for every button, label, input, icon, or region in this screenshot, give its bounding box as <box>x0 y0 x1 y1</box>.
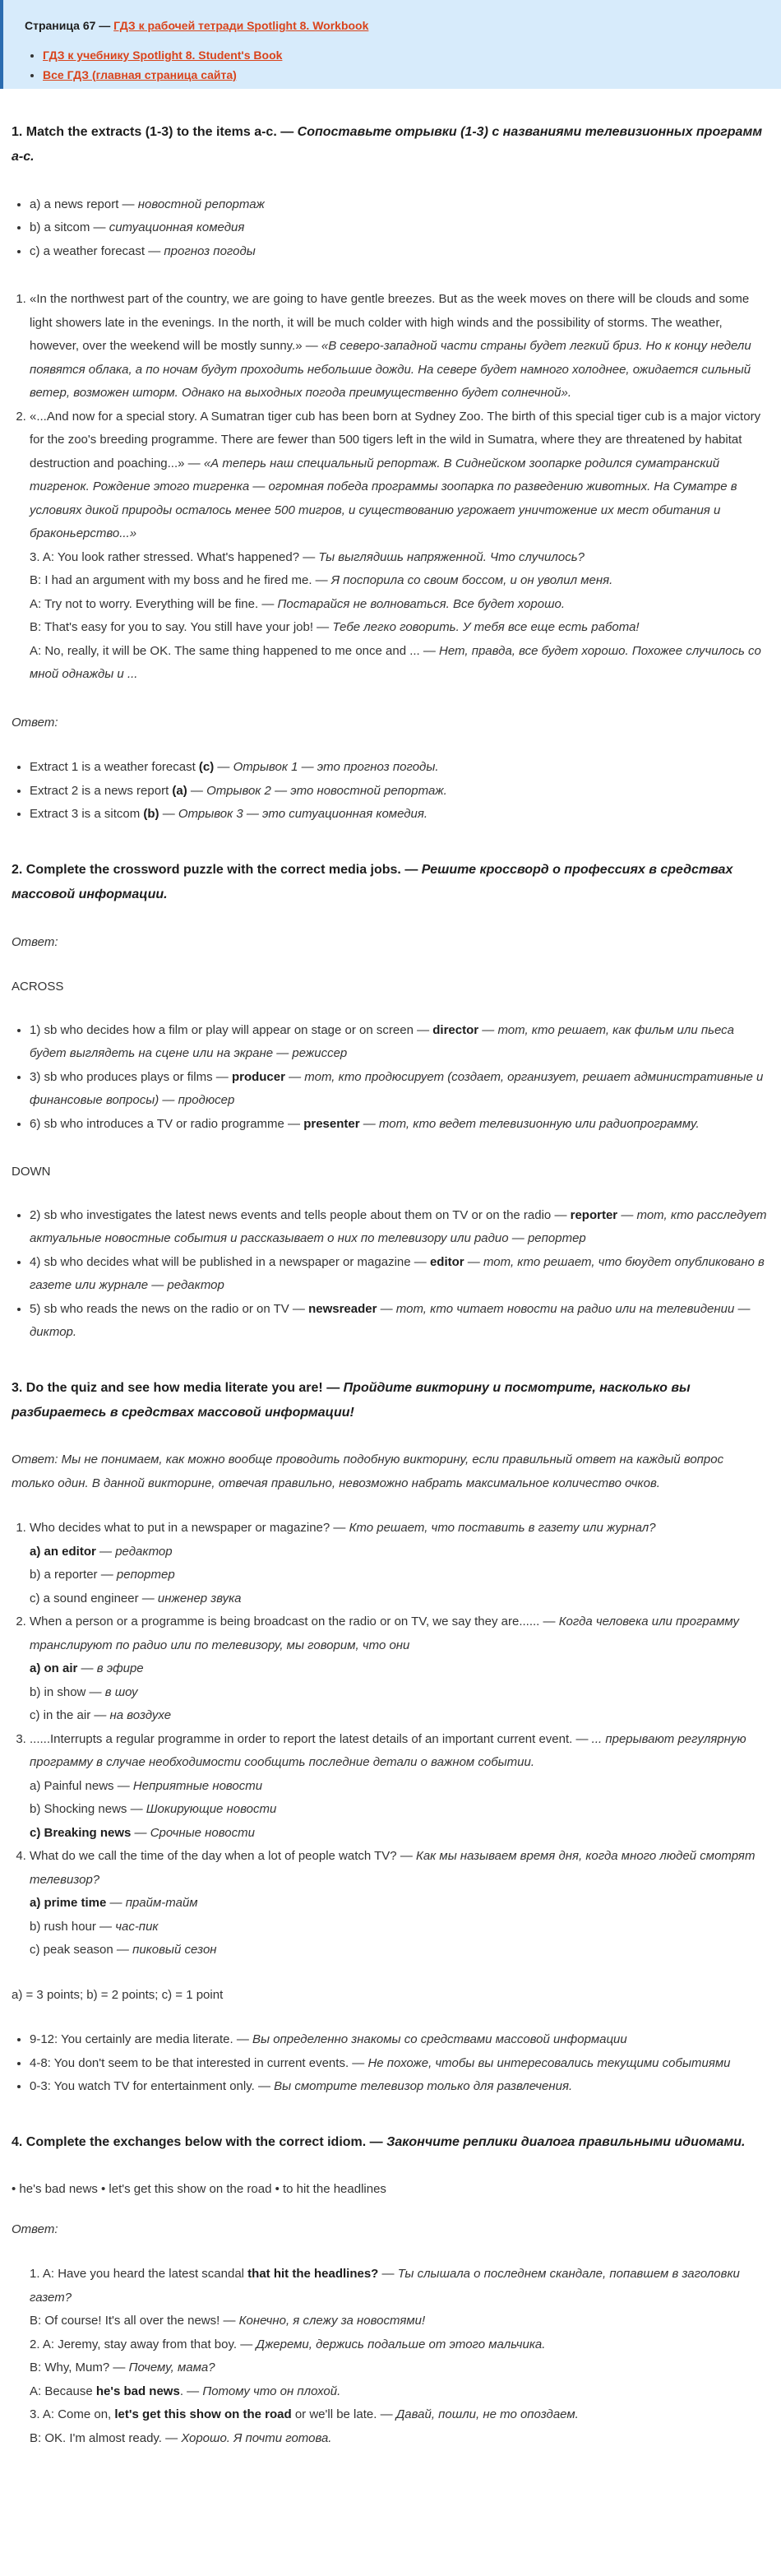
clue-ru: — тот, кто решает, как фильм или пьеса будет выглядеть на сцене или на экране — режиссер <box>30 1022 734 1061</box>
line-ru: Постарайся не волноваться. Все будет хорошо. <box>277 596 566 611</box>
ex1-answers <box>12 756 769 827</box>
line-en: 1. A: Have you heard the latest scandal <box>30 2267 248 2282</box>
question-en: What do we call the time of the day when a lot of people watch TV? — <box>30 1849 416 1864</box>
dialogue-line <box>30 616 769 640</box>
points-line: a) = 3 points; b) = 2 points; c) = 1 point <box>12 1987 224 2002</box>
option-ru: — пиковый сезон <box>113 1943 217 1957</box>
ex1-items <box>12 193 769 264</box>
quiz-option <box>30 1775 769 1799</box>
extract-en: «...And now for a special story. A Sumatran tiger cub has been born at Sydney Zoo. The birth of this special tiger cub is a major victory for the zoo's breeding programme. There are fewer than 500 tigers left in the wild in Sumatra, where they are threatened by habitat destruction and poaching...» — <box>30 409 761 470</box>
option-en: a) an editor <box>30 1544 96 1559</box>
ex4-dialogues <box>12 2263 769 2450</box>
option-en: a) Painful news <box>30 1778 114 1793</box>
clue-en: 2) sb who investigates the latest news events and tells people about them on TV or on the radio — <box>30 1207 571 1222</box>
clue-ru: — тот, кто решает, что бюудет опубликовано в газете или журнале — редактор <box>30 1254 765 1293</box>
quiz-question <box>30 1845 769 1962</box>
quiz-results <box>12 2028 769 2099</box>
option-en: c) peak season <box>30 1943 113 1957</box>
quiz-option <box>30 1798 769 1822</box>
question-en: When a person or a programme is being broadcast on the radio or on TV, we say they are...... — <box>30 1615 559 1629</box>
answer-key: (a) <box>172 783 187 798</box>
dialogue-line <box>30 2263 769 2310</box>
line-en: 3. A: Come on, <box>30 2407 115 2422</box>
question-ru: Как мы называем время дня, когда много людей смотрят телевизор? <box>30 1849 756 1887</box>
option-ru: — репортер <box>97 1568 175 1582</box>
question-ru: Кто решает, что поставить в газету или журнал? <box>349 1521 656 1536</box>
across-label: ACROSS <box>12 980 64 994</box>
extract-3 <box>12 546 769 687</box>
result-ru: Вы определенно знакомы со средствами массовой информации <box>252 2032 627 2047</box>
quiz-option <box>30 1657 769 1681</box>
clue-item <box>30 1204 769 1251</box>
option-ru: — в эфире <box>77 1661 144 1676</box>
option-ru: — Шокирующие новости <box>127 1802 277 1817</box>
answer-en: Extract 1 is a weather forecast <box>30 760 199 775</box>
result-ru: Вы смотрите телевизор только для развлечения. <box>274 2079 573 2094</box>
option-en: a) prime time <box>30 1896 107 1911</box>
line-post: — <box>378 2267 398 2282</box>
answer-item <box>30 756 769 780</box>
quiz-option <box>30 1822 769 1846</box>
ex3-title-en: 3. Do the quiz and see how media literate you are! — <box>12 1380 344 1395</box>
workbook-link[interactable]: ГДЗ к рабочей тетради Spotlight 8. Workbook <box>113 19 369 32</box>
dialogue-line <box>30 640 769 687</box>
answer-item <box>30 803 769 827</box>
list-item <box>30 216 769 240</box>
dialogue-line <box>30 569 769 593</box>
down-list <box>12 1204 769 1345</box>
line-en: B: Of course! It's all over the news! — <box>30 2314 239 2328</box>
quiz-option <box>30 1587 769 1611</box>
question-en: ......Interrupts a regular programme in order to report the latest details of an important current event. — <box>30 1731 592 1746</box>
ex4-title <box>12 2130 769 2155</box>
line-post: or we'll be late. — <box>291 2407 396 2422</box>
ex1-title-ru: Сопоставьте отрывки (1-3) с названиями телевизионных программ a-c. <box>12 125 763 164</box>
dialogue-line <box>30 2356 769 2380</box>
answer-ru: Отрывок 2 — это новостной репортаж. <box>206 783 447 798</box>
item-en: a) a news report — <box>30 197 138 211</box>
across-list <box>12 1019 769 1137</box>
clue-ru: — тот, кто продюсирует (создает, организует, решает административные и финансовые вопросы) — продюсер <box>30 1069 764 1108</box>
list-item <box>30 240 769 264</box>
clue-answer: reporter <box>570 1207 618 1222</box>
quiz-question <box>30 1728 769 1846</box>
answer-sep: — <box>159 807 178 822</box>
option-en: b) Shocking news <box>30 1802 127 1817</box>
header-link-item <box>43 66 763 86</box>
line-ru: Ты слышала о последнем скандале, попавшем в заголовки газет? <box>30 2267 740 2305</box>
option-ru: — прайм-тайм <box>106 1896 198 1911</box>
option-en: b) a reporter <box>30 1568 98 1582</box>
line-idiom: he's bad news <box>95 2384 180 2398</box>
line-en: A: Because <box>30 2384 96 2398</box>
extract-ru: «А теперь наш специальный репортаж. В Сиднейском зоопарке родился суматранский тигренок. Рождение этого тигренка — огромная победа программы зоопарка по разведению животных. На Суматре в условиях дикой природы осталось менее 500 тигров, и существованию угрожает уничтожение их мест обитания и браконьерство...» <box>30 456 737 541</box>
ex4-title-en: 4. Complete the exchanges below with the correct idiom. — <box>12 2134 387 2149</box>
line-ru: Почему, мама? <box>128 2361 215 2375</box>
line-en: A: Try not to worry. Everything will be fine. — <box>30 596 278 611</box>
ex3-answer-note: Ответ: Мы не понимаем, как можно вообще проводить подобную викторину, если правильный ответ на каждый вопрос только один. В данной викторине, отвечая правильно, невозможно набрать максимальное количество очков. <box>12 1452 724 1490</box>
extract-1 <box>30 288 769 405</box>
clue-ru: — тот, кто расследует актуальные новостные события и рассказывает о них по телевизору или радио — репортер <box>30 1207 767 1246</box>
line-en: B: That's easy for you to say. You still have your job! — <box>30 620 333 635</box>
clue-answer: presenter <box>303 1116 360 1131</box>
answer-sep: — <box>214 760 233 775</box>
clue-item <box>30 1019 769 1066</box>
line-en: A: No, really, it will be OK. The same thing happened to me once and ... — <box>30 643 440 658</box>
ex1-answer-label: Ответ: <box>12 715 58 730</box>
ex2-title-en: 2. Complete the crossword puzzle with the correct media jobs. — <box>12 862 422 877</box>
extract-en: «In the northwest part of the country, we are going to have gentle breezes. But as the week moves on there will be clouds and some light showers late in the evenings. In the north, it will be much colder with high winds and the possibility of storms. The weather, however, over the weekend will be mostly sunny.» — <box>30 292 750 354</box>
item-ru: прогноз погоды <box>164 243 256 258</box>
result-en: 9-12: You certainly are media literate. — <box>30 2032 252 2047</box>
clue-en: 3) sb who produces plays or films — <box>30 1069 232 1084</box>
dialogue-line <box>30 593 769 617</box>
all-gdz-link[interactable]: Все ГДЗ (главная страница сайта) <box>43 67 237 81</box>
option-ru: — в шоу <box>85 1684 138 1699</box>
line-ru: Потому что он плохой. <box>202 2384 341 2398</box>
question-ru: Когда человека или программу транслируют по радио или по телевизору, мы говорим, что они <box>30 1615 739 1652</box>
clue-en: 1) sb who decides how a film or play will appear on stage or on screen — <box>30 1022 433 1037</box>
clue-answer: producer <box>231 1069 285 1084</box>
quiz-question <box>30 1610 769 1728</box>
students-book-link[interactable]: ГДЗ к учебнику Spotlight 8. Student's Book <box>43 48 283 62</box>
dialogue-line <box>30 2403 769 2427</box>
quiz-questions <box>12 1517 769 1962</box>
header-link-item <box>43 46 763 66</box>
ex3-title-ru: Пройдите викторину и посмотрите, насколько вы разбираетесь в средствах массовой информации! <box>12 1380 691 1420</box>
quiz-option <box>30 1681 769 1705</box>
item-ru: новостной репортаж <box>137 197 265 211</box>
answer-ru: Отрывок 1 — это прогноз погоды. <box>233 760 439 775</box>
ex2-title <box>12 858 769 908</box>
line-idiom: that hit the headlines? <box>247 2267 379 2282</box>
option-en: c) Breaking news <box>30 1825 132 1840</box>
dialogue-line <box>30 2310 769 2333</box>
option-ru: — на воздухе <box>90 1708 172 1723</box>
extract-2 <box>30 405 769 546</box>
clue-item <box>30 1066 769 1113</box>
ex1-extracts <box>12 288 769 546</box>
page-number: Страница 67 — <box>25 19 114 32</box>
line-idiom: let's get this show on the road <box>114 2407 292 2422</box>
line-en: B: Why, Mum? — <box>30 2361 129 2375</box>
header-box <box>0 0 781 89</box>
ex4-answer-label: Ответ: <box>12 2222 58 2236</box>
ex2-title-ru: Решите кроссворд о профессиях в средствах массовой информации. <box>12 862 733 902</box>
line-ru: Я поспорила со своим боссом, и он уволил меня. <box>330 573 613 588</box>
clue-answer: director <box>432 1022 479 1037</box>
dialogue-line <box>30 2333 769 2357</box>
result-en: 0-3: You watch TV for entertainment only. — <box>30 2079 275 2094</box>
option-ru: — инженер звука <box>138 1591 242 1605</box>
answer-en: Extract 3 is a sitcom <box>30 807 144 822</box>
quiz-option <box>30 1892 769 1916</box>
line-en: 3. A: You look rather stressed. What's happened? — <box>30 549 319 564</box>
result-en: 4-8: You don't seem to be that interested in current events. — <box>30 2055 368 2070</box>
extract-ru: «В северо-западной части страны будет легкий бриз. Но к концу недели появятся облака, а по ночам будут проходить небольшие дожди. На севере будет намного холоднее, ожидается сильный ветер, возможен шторм. Однако на выходных погода преимущественно будет солнечной». <box>30 339 751 401</box>
clue-ru: — тот, кто ведет телевизионную или радиопрограмму. <box>359 1116 700 1131</box>
ex3-title <box>12 1376 769 1426</box>
option-ru: — час-пик <box>95 1919 159 1934</box>
quiz-option <box>30 1704 769 1728</box>
answer-item <box>30 780 769 804</box>
header-links <box>25 46 763 86</box>
item-en: b) a sitcom — <box>30 220 109 235</box>
page-title <box>25 16 763 36</box>
down-label: DOWN <box>12 1165 51 1179</box>
line-ru: Нет, правда, все будет хорошо. Похожее случилось со мной однажды и ... <box>30 643 761 682</box>
answer-en: Extract 2 is a news report <box>30 783 173 798</box>
line-ru: Конечно, я слежу за новостями! <box>238 2314 426 2328</box>
result-item <box>30 2075 769 2099</box>
answer-key: (c) <box>198 760 215 775</box>
quiz-question <box>30 1517 769 1610</box>
line-ru: Тебе легко говорить. У тебя все еще есть работа! <box>332 620 640 635</box>
option-ru: — Срочные новости <box>131 1825 255 1840</box>
line-ru: Ты выглядишь напряженной. Что случилось? <box>318 549 585 564</box>
idioms-line: • he's bad news • let's get this show on the road • to hit the headlines <box>12 2182 386 2197</box>
quiz-option <box>30 1564 769 1587</box>
result-item <box>30 2028 769 2052</box>
dialogue-line <box>30 2380 769 2404</box>
line-ru: Давай, пошли, не то опоздаем. <box>395 2407 579 2422</box>
quiz-option <box>30 1916 769 1939</box>
ex2-answer-label: Ответ: <box>12 934 58 949</box>
list-item <box>30 193 769 217</box>
ex1-title <box>12 120 769 170</box>
line-en: B: OK. I'm almost ready. — <box>30 2430 182 2445</box>
result-ru: Не похоже, чтобы вы интересовались текущими событиями <box>367 2055 731 2070</box>
question-en: Who decides what to put in a newspaper or magazine? — <box>30 1521 349 1536</box>
line-en: 2. A: Jeremy, stay away from that boy. — <box>30 2337 256 2351</box>
line-post: . — <box>179 2384 203 2398</box>
dialogue-line <box>30 2427 769 2451</box>
option-en: b) in show <box>30 1684 86 1699</box>
clue-ru: — тот, кто читает новости на радио или на телевидении — диктор. <box>30 1301 751 1340</box>
option-en: a) on air <box>30 1661 78 1676</box>
line-ru: Джереми, держись подальше от этого мальчика. <box>256 2337 546 2351</box>
line-en: B: I had an argument with my boss and he fired me. — <box>30 573 331 588</box>
answer-sep: — <box>187 783 207 798</box>
result-item <box>30 2052 769 2076</box>
clue-item <box>30 1113 769 1137</box>
quiz-option <box>30 1541 769 1564</box>
option-en: c) a sound engineer <box>30 1591 139 1605</box>
item-en: c) a weather forecast — <box>30 243 164 258</box>
option-ru: — редактор <box>95 1544 173 1559</box>
answer-key: (b) <box>143 807 159 822</box>
clue-en: 6) sb who introduces a TV or radio programme — <box>30 1116 304 1131</box>
question-ru: ... прерывают регулярную программу в случае необходимости сообщить последние детали о важном событии. <box>30 1731 746 1770</box>
answer-ru: Отрывок 3 — это ситуационная комедия. <box>178 807 428 822</box>
line-ru: Хорошо. Я почти готова. <box>181 2430 332 2445</box>
clue-en: 5) sb who reads the news on the radio or on TV — <box>30 1301 309 1316</box>
quiz-option <box>30 1939 769 1962</box>
dialogue-line <box>30 546 769 570</box>
option-en: b) rush hour <box>30 1919 96 1934</box>
ex4-title-ru: Закончите реплики диалога правильными идиомами. <box>386 2134 746 2149</box>
clue-answer: newsreader <box>308 1301 377 1316</box>
clue-answer: editor <box>429 1254 464 1269</box>
ex1-title-en: 1. Match the extracts (1-3) to the items a-c. — <box>12 125 298 139</box>
option-en: c) in the air <box>30 1708 91 1723</box>
clue-item <box>30 1298 769 1345</box>
item-ru: ситуационная комедия <box>109 220 245 235</box>
clue-item <box>30 1251 769 1298</box>
clue-en: 4) sb who decides what will be published in a newspaper or magazine — <box>30 1254 430 1269</box>
option-ru: — Неприятные новости <box>113 1778 263 1793</box>
